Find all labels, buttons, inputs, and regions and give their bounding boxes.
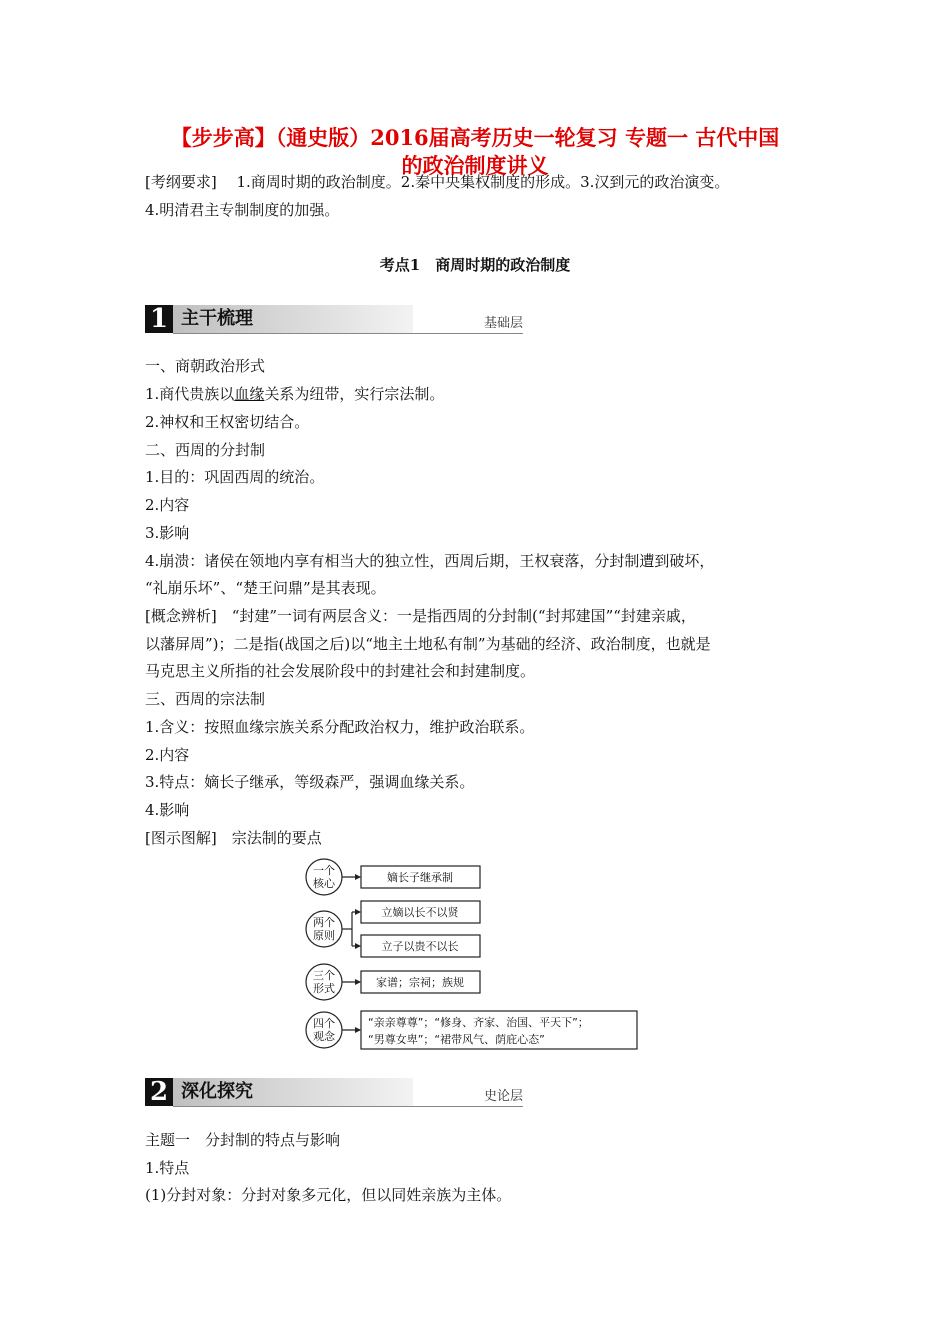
circle-label: 核心 [313, 877, 335, 890]
section-number: 1 [145, 305, 173, 333]
text-line: [概念辨析] “封建”一词有两层含义：一是指西周的分封制(“封邦建国”“封建亲戚， [145, 607, 696, 625]
section-banner-2 [145, 1078, 523, 1108]
syllabus-line-1: [考纲要求] 1.商周时期的政治制度。2.秦中央集权制度的形成。3.汉到元的政治演变。 [145, 173, 730, 191]
section-number: 2 [145, 1078, 173, 1106]
circle-label: 四个 [313, 1017, 335, 1030]
text-line: 1.目的：巩固西周的统治。 [145, 468, 325, 486]
text-line: [图示图解] 宗法制的要点 [145, 829, 322, 847]
text-line: 二、西周的分封制 [145, 441, 266, 459]
text-line: (1)分封对象：分封对象多元化，但以同姓亲族为主体。 [145, 1186, 512, 1204]
text-line: 马克思主义所指的社会发展阶段中的封建社会和封建制度。 [145, 662, 536, 680]
text-line: 三、西周的宗法制 [145, 690, 266, 708]
text-line: 3.影响 [145, 524, 190, 542]
circle-label: 三个 [313, 969, 335, 982]
box-label: 嫡长子继承制 [387, 871, 453, 884]
text-line: 2.内容 [145, 746, 190, 764]
circle-label: 观念 [313, 1030, 335, 1043]
circle-label: 原则 [313, 929, 335, 942]
text-line: 2.神权和王权密切结合。 [145, 413, 310, 431]
title-line-2: 的政治制度讲义 [401, 153, 549, 178]
text-line: “礼崩乐坏”、“楚王问鼎”是其表现。 [145, 579, 386, 597]
text-line: 3.特点：嫡长子继承，等级森严，强调血缘关系。 [145, 773, 475, 791]
text-line: 1.商代贵族以血缘关系为纽带，实行宗法制。 [145, 385, 445, 403]
text-line: 2.内容 [145, 496, 190, 514]
text-line: 以藩屏周”)；二是指(战国之后)以“地主土地私有制”为基础的经济、政治制度，也就是 [145, 635, 711, 653]
section-banner-1 [145, 305, 523, 335]
text-line: 主题一 分封制的特点与影响 [145, 1131, 341, 1149]
box-label: “男尊女卑”；“裙带风气、荫庇心态” [368, 1033, 545, 1046]
box-label: 立嫡以长不以贤 [381, 906, 459, 919]
zongfa-diagram [300, 858, 640, 1054]
text-line: 1.特点 [145, 1159, 190, 1177]
section-title: 深化探究 [181, 1081, 253, 1102]
syllabus-line-2: 4.明清君主专制制度的加强。 [145, 201, 340, 219]
text-line: 一、商朝政治形式 [145, 357, 266, 375]
title-line-1: 【步步高】（通史版）2016届高考历史一轮复习 专题一 古代中国 [170, 125, 780, 150]
banner-rule [173, 1106, 523, 1107]
box-label: 立子以贵不以长 [381, 940, 459, 953]
banner-rule [173, 333, 523, 334]
text-line: 4.崩溃：诸侯在领地内享有相当大的独立性，西周后期，王权衰落，分封制遭到破坏， [145, 552, 715, 570]
box-label: 家谱；宗祠；族规 [376, 976, 464, 989]
circle-label: 一个 [313, 864, 335, 877]
section-layer: 史论层 [483, 1089, 523, 1104]
circle-label: 形式 [313, 982, 335, 995]
underlined-term: 血缘 [234, 385, 265, 403]
kaodian-title: 考点1 商周时期的政治制度 [379, 256, 571, 274]
text-line: 4.影响 [145, 801, 190, 819]
section-title: 主干梳理 [181, 308, 253, 329]
section-layer: 基础层 [483, 316, 523, 331]
circle-label: 两个 [313, 916, 335, 929]
box-label: “亲亲尊尊”；“修身、齐家、治国、平天下”； [368, 1016, 589, 1029]
text-line: 1.含义：按照血缘宗族关系分配政治权力，维护政治联系。 [145, 718, 535, 736]
